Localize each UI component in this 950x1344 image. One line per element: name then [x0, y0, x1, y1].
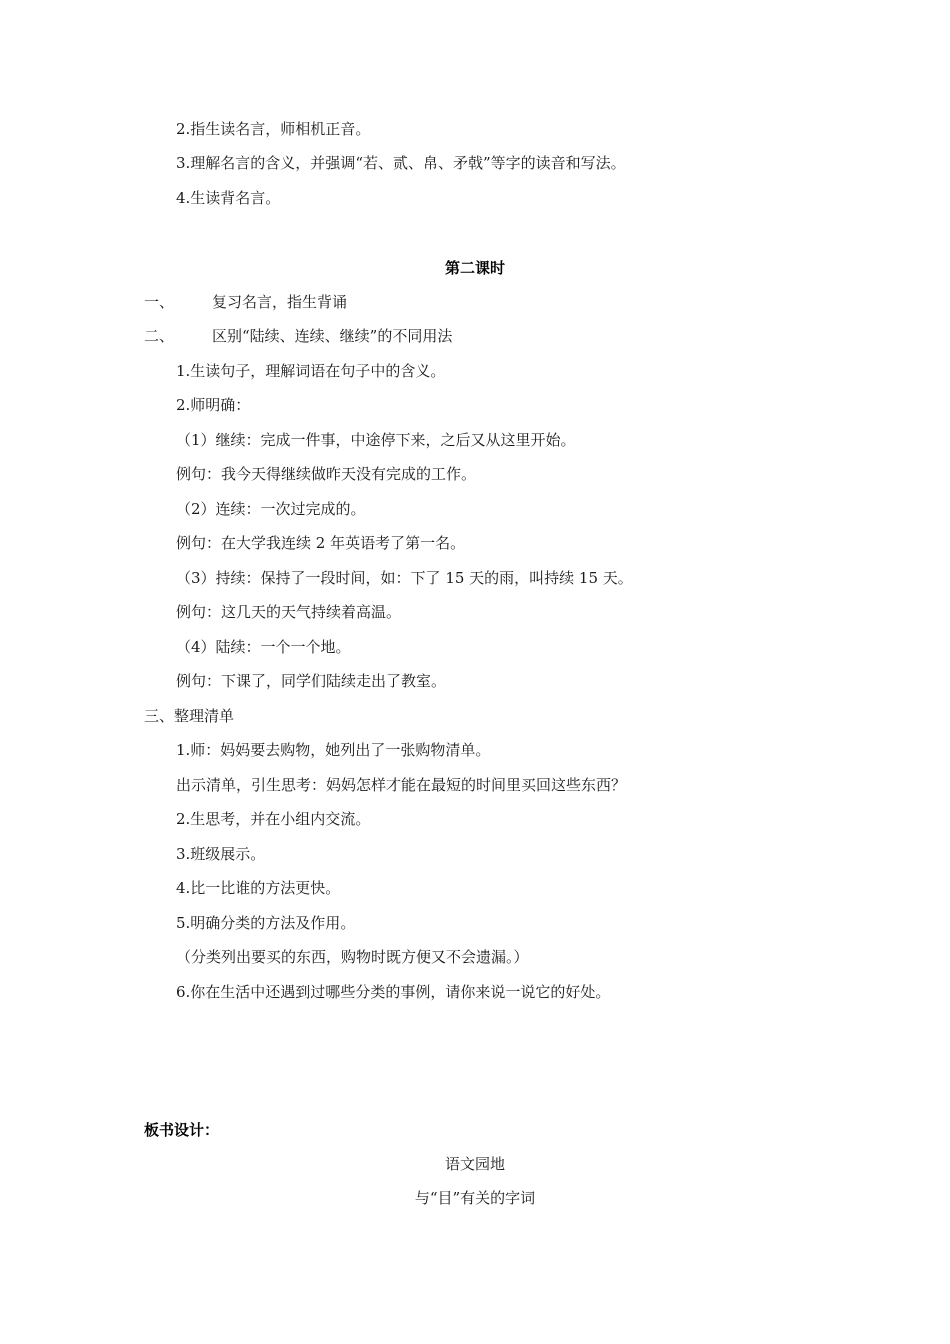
board-design-title: 语文园地 [444, 1155, 505, 1173]
definition-jixu: （1）继续：完成一件事，中途停下来，之后又从这里开始。 [176, 431, 576, 449]
section-1 [144, 292, 347, 312]
board-design-subtitle: 与“目”有关的字词 [414, 1189, 536, 1207]
example-jixu: 例句：我今天得继续做昨天没有完成的工作。 [176, 465, 477, 483]
section-1-text: 复习名言，指生背诵 [212, 293, 348, 311]
board-design-label: 板书设计： [144, 1121, 220, 1139]
section-3-line-4: 3.班级展示。 [176, 845, 266, 863]
section-3-line-5: 4.比一比谁的方法更快。 [176, 879, 341, 897]
example-lianxu: 例句：在大学我连续 2 年英语考了第一名。 [176, 534, 466, 552]
section-1-number: 一、 [144, 293, 175, 311]
definition-chixu: （3）持续：保持了一段时间，如：下了 15 天的雨，叫持续 15 天。 [176, 569, 633, 587]
example-luxu: 例句：下课了，同学们陆续走出了教室。 [176, 672, 447, 690]
section-3-heading: 三、整理清单 [144, 707, 235, 725]
lesson-title: 第二课时 [444, 259, 505, 277]
section-3-line-7: （分类列出要买的东西，购物时既方便又不会遗漏。） [176, 948, 529, 966]
section-2 [144, 326, 452, 346]
section-2-text: 区别“陆续、连续、继续”的不同用法 [212, 327, 453, 345]
definition-lianxu: （2）连续：一次过完成的。 [176, 500, 366, 518]
intro-step-2: 2.指生读名言，师相机正音。 [176, 120, 371, 138]
section-2-step-1: 1.生读句子，理解词语在句子中的含义。 [176, 362, 446, 380]
section-3-line-8: 6.你在生活中还遇到过哪些分类的事例，请你来说一说它的好处。 [176, 983, 611, 1001]
section-2-number: 二、 [144, 327, 175, 345]
section-3-line-6: 5.明确分类的方法及作用。 [176, 914, 356, 932]
example-chixu: 例句：这几天的天气持续着高温。 [176, 603, 402, 621]
intro-step-4: 4.生读背名言。 [176, 189, 281, 207]
intro-step-3: 3.理解名言的含义，并强调“若、贰、帛、矛戟”等字的读音和写法。 [176, 154, 626, 172]
section-2-step-2: 2.师明确： [176, 396, 251, 414]
definition-luxu: （4）陆续：一个一个地。 [176, 638, 351, 656]
section-3-line-2: 出示清单，引生思考：妈妈怎样才能在最短的时间里买回这些东西？ [176, 776, 627, 794]
section-3-line-1: 1.师：妈妈要去购物，她列出了一张购物清单。 [176, 741, 491, 759]
section-3-line-3: 2.生思考，并在小组内交流。 [176, 810, 371, 828]
